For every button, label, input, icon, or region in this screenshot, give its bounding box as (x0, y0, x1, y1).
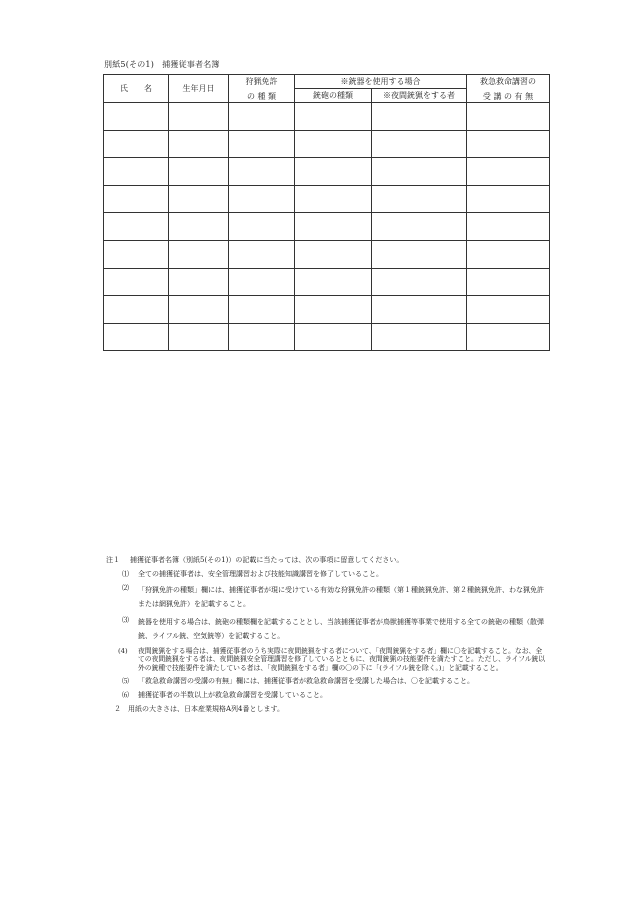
note-number: ⑵ (122, 584, 129, 592)
note-text: 銃器を使用する場合は、銃砲の種類欄を記載することとし、当該捕獲従事者が鳥獣捕獲等事業で使用する全ての銃砲の種類（散弾銃、ライフル銃、空気銃等）を記載すること。 (138, 618, 544, 640)
table-cell[interactable] (169, 240, 229, 268)
notes-footer: ２ 用紙の大きさは、日本産業規格A列4番とします。 (114, 705, 284, 714)
table-row (104, 103, 550, 131)
header-birthdate: 生年月日 (169, 75, 229, 103)
table-cell[interactable] (104, 268, 169, 296)
note-item-2 (106, 583, 546, 611)
table-cell[interactable] (169, 323, 229, 351)
note-number: ⑴ (122, 570, 129, 578)
table-cell[interactable] (372, 103, 467, 131)
table-cell[interactable] (169, 296, 229, 324)
page-title: 別紙5(その1) 捕獲従事者名簿 (104, 60, 220, 69)
table-cell[interactable] (372, 185, 467, 213)
header-license-type (229, 75, 295, 103)
table-cell[interactable] (467, 323, 550, 351)
note-item-6 (106, 690, 546, 700)
table-cell[interactable] (229, 185, 295, 213)
table-cell[interactable] (295, 103, 372, 131)
note-item-4 (106, 647, 546, 672)
note-number: (4) (118, 647, 128, 655)
header-name: 氏 名 (104, 75, 169, 103)
table-cell[interactable] (229, 268, 295, 296)
table-cell[interactable] (104, 185, 169, 213)
table-cell[interactable] (104, 296, 169, 324)
table-cell[interactable] (467, 268, 550, 296)
table-cell[interactable] (104, 103, 169, 131)
table-cell[interactable] (169, 213, 229, 241)
notes-intro-line (106, 555, 546, 565)
note-text: 「狩猟免許の種類」欄には、捕獲従事者が現に受けている有効な狩猟免許の種類（第１種銃猟免許、第２種銃猟免許、わな猟免許または網猟免許）を記載すること。 (138, 586, 544, 608)
table-cell[interactable] (372, 323, 467, 351)
note-text: 全ての捕獲従事者は、安全管理講習および技能知識講習を修了していること。 (138, 570, 383, 578)
table-cell[interactable] (169, 158, 229, 186)
table-cell[interactable] (295, 268, 372, 296)
table-cell[interactable] (169, 185, 229, 213)
table-cell[interactable] (467, 130, 550, 158)
table-cell[interactable] (372, 213, 467, 241)
header-firearm-group: ※銃器を使用する場合 (295, 75, 467, 89)
table-row (104, 323, 550, 351)
table-cell[interactable] (467, 158, 550, 186)
note-number: ⑶ (122, 616, 129, 624)
table-cell[interactable] (229, 130, 295, 158)
note-text: 夜間銃猟をする場合は、捕獲従事者のうち実際に夜間銃猟をする者について、「夜間銃猟をする者」欄に〇を記載すること。なお、全ての夜間銃猟をする者は、夜間銃猟安全管理講習を修了しているとともに、夜間銃猟の技能要件を満たすこと。ただし、ライフル銃以外の銃種で技能要件を満たしている者は、「夜間銃猟をする者」欄の〇の下に「(ライフル銃を除く。)」と記載すること。 (138, 647, 546, 672)
note-item-1 (106, 569, 546, 579)
table-cell[interactable] (295, 323, 372, 351)
table-row (104, 240, 550, 268)
header-firstaid (467, 75, 550, 103)
table-cell[interactable] (295, 130, 372, 158)
table-cell[interactable] (104, 158, 169, 186)
table-cell[interactable] (295, 240, 372, 268)
table-cell[interactable] (372, 130, 467, 158)
table-cell[interactable] (104, 213, 169, 241)
table-cell[interactable] (372, 296, 467, 324)
note-text: 「救急救命講習の受講の有無」欄には、捕獲従事者が救急救命講習を受講した場合は、〇を記載すること。 (138, 677, 474, 686)
table-cell[interactable] (169, 130, 229, 158)
header-firstaid-line2: 受 講 の 有 無 (482, 91, 534, 101)
note-item-5 (106, 676, 546, 686)
table-cell[interactable] (372, 240, 467, 268)
table-row (104, 213, 550, 241)
table-cell[interactable] (295, 158, 372, 186)
note-text: 捕獲従事者の半数以上が救急救命講習を受講していること。 (138, 691, 327, 700)
table-cell[interactable] (229, 158, 295, 186)
table-cell[interactable] (229, 103, 295, 131)
table-cell[interactable] (169, 268, 229, 296)
table-row (104, 296, 550, 324)
table-row (104, 130, 550, 158)
table-cell[interactable] (229, 240, 295, 268)
table-cell[interactable] (229, 323, 295, 351)
table-cell[interactable] (295, 296, 372, 324)
table-cell[interactable] (467, 240, 550, 268)
table-cell[interactable] (467, 296, 550, 324)
table-cell[interactable] (467, 213, 550, 241)
header-license-line2: の 種 類 (246, 91, 277, 101)
table-row (104, 158, 550, 186)
header-firstaid-line1: 救急救命講習の (480, 76, 536, 86)
table-cell[interactable] (372, 158, 467, 186)
table-cell[interactable] (467, 103, 550, 131)
table-cell[interactable] (372, 268, 467, 296)
note-number: ⑹ (122, 691, 129, 700)
notes-section (106, 555, 546, 714)
table-cell[interactable] (229, 296, 295, 324)
hunter-register-table (103, 74, 550, 351)
table-cell[interactable] (295, 185, 372, 213)
table-cell[interactable] (104, 323, 169, 351)
table-cell[interactable] (104, 240, 169, 268)
note-item-3 (106, 615, 546, 643)
table-row (104, 268, 550, 296)
table-cell[interactable] (169, 103, 229, 131)
table-cell[interactable] (104, 130, 169, 158)
table-cell[interactable] (295, 213, 372, 241)
table-row (104, 185, 550, 213)
table-cell[interactable] (229, 213, 295, 241)
header-night-shooting: ※夜間銃猟をする者 (372, 89, 467, 103)
notes-label: 注１ (106, 556, 120, 564)
note-number: ⑸ (122, 677, 129, 686)
header-firearm-type: 銃砲の種類 (295, 89, 372, 103)
table-cell[interactable] (467, 185, 550, 213)
notes-intro: 捕獲従事者名簿（別紙5(その1)）の記載に当たっては、次の事項に留意してください。 (130, 556, 404, 564)
header-license-line1: 狩猟免許 (245, 76, 278, 86)
